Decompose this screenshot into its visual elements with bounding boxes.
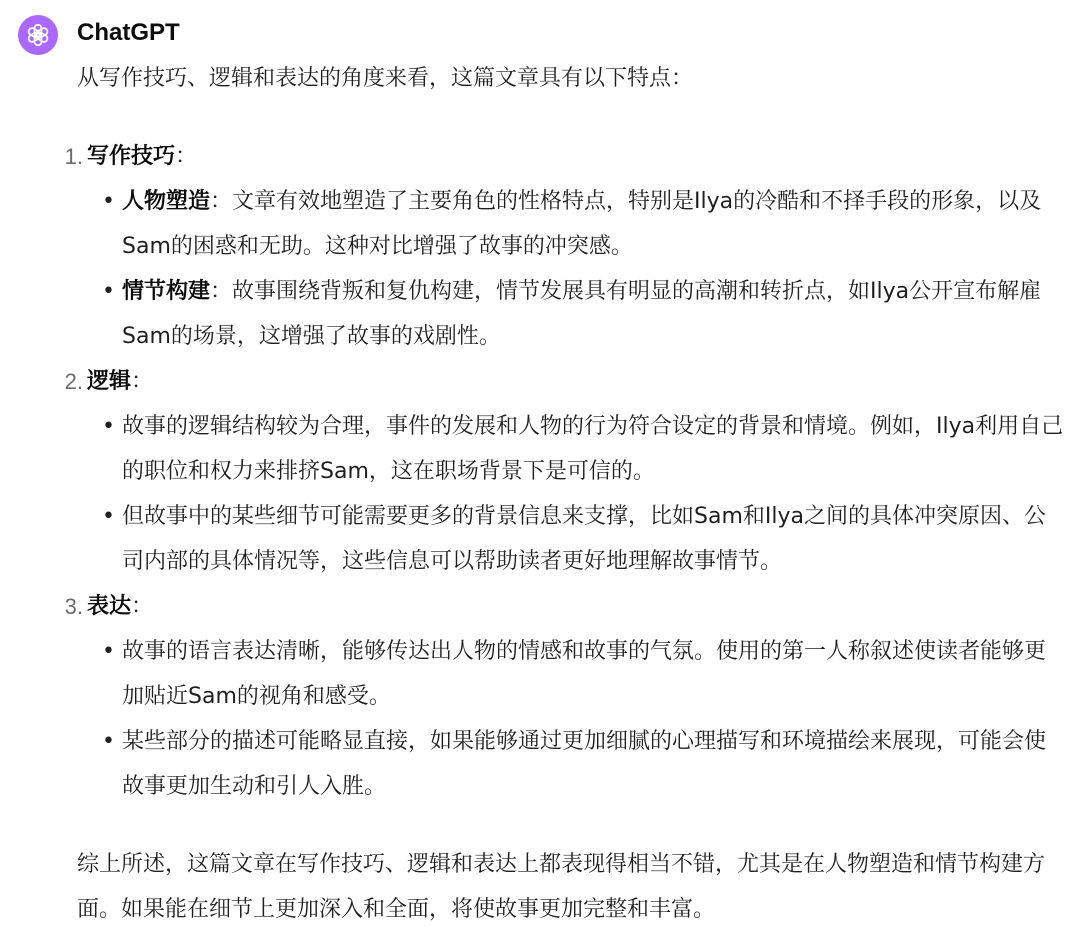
point-separator: ： — [210, 279, 233, 304]
bullet-dot-icon: • — [102, 279, 115, 304]
point-text: 故事的语言表达清晰，能够传达出人物的情感和故事的气氛。使用的第一人称叙述使读者能够更加贴近Sam的视角和感受。 — [122, 639, 1047, 709]
section-colon: ： — [131, 594, 154, 619]
point-text: 但故事中的某些细节可能需要更多的背景信息来支撑，比如Sam和Ilya之间的具体冲突原因、公司内部的具体情况等，这些信息可以帮助读者更好地理解故事情节。 — [122, 504, 1046, 574]
section-number: 3. — [64, 594, 83, 619]
list-item — [102, 719, 1067, 809]
list-item — [102, 404, 1067, 494]
section-title: 逻辑 — [87, 369, 132, 394]
bullet-dot-icon: • — [102, 639, 115, 664]
section-number: 2. — [64, 369, 83, 394]
list-item — [102, 269, 1067, 359]
openai-logo-icon — [25, 22, 51, 48]
list-item — [102, 494, 1067, 584]
section-colon: ： — [131, 369, 154, 394]
bullet-dot-icon: • — [102, 189, 115, 214]
section-points — [87, 629, 1067, 809]
intro-paragraph: 从写作技巧、逻辑和表达的角度来看，这篇文章具有以下特点： — [77, 66, 694, 91]
section-title: 写作技巧 — [87, 144, 176, 169]
section-heading — [87, 584, 1067, 629]
section-expression — [64, 584, 1067, 809]
point-text: 文章有效地塑造了主要角色的性格特点，特别是Ilya的冷酷和不择手段的形象，以及Sam的困惑和无助。这种对比增强了故事的冲突感。 — [122, 189, 1042, 259]
assistant-message — [64, 56, 1067, 932]
section-heading — [87, 359, 1067, 404]
point-text: 某些部分的描述可能略显直接，如果能够通过更加细腻的心理描写和环境描绘来展现，可能会使故事更加生动和引人入胜。 — [122, 729, 1047, 799]
point-separator: ： — [210, 189, 233, 214]
section-points — [87, 179, 1067, 359]
assistant-avatar — [18, 15, 58, 55]
list-item — [102, 629, 1067, 719]
bullet-dot-icon: • — [102, 504, 115, 529]
section-points — [87, 404, 1067, 584]
summary-paragraph: 综上所述，这篇文章在写作技巧、逻辑和表达上都表现得相当不错，尤其是在人物塑造和情节构建方面。如果能在细节上更加深入和全面，将使故事更加完整和丰富。 — [77, 852, 1046, 922]
list-item — [102, 179, 1067, 269]
point-label: 情节构建 — [122, 279, 211, 304]
analysis-list — [64, 134, 1067, 809]
section-writing-skills — [64, 134, 1067, 359]
point-text: 故事的逻辑结构较为合理，事件的发展和人物的行为符合设定的背景和情境。例如，Ilya利用自己的职位和权力来排挤Sam，这在职场背景下是可信的。 — [122, 414, 1064, 484]
section-title: 表达 — [87, 594, 132, 619]
section-heading — [87, 134, 1067, 179]
point-label: 人物塑造 — [122, 189, 211, 214]
bullet-dot-icon: • — [102, 414, 115, 439]
section-number: 1. — [64, 144, 83, 169]
section-logic — [64, 359, 1067, 584]
section-colon: ： — [175, 144, 198, 169]
point-text: 故事围绕背叛和复仇构建，情节发展具有明显的高潮和转折点，如Ilya公开宣布解雇Sam的场景，这增强了故事的戏剧性。 — [122, 279, 1042, 349]
sender-name: ChatGPT — [77, 19, 180, 46]
bullet-dot-icon: • — [102, 729, 115, 754]
